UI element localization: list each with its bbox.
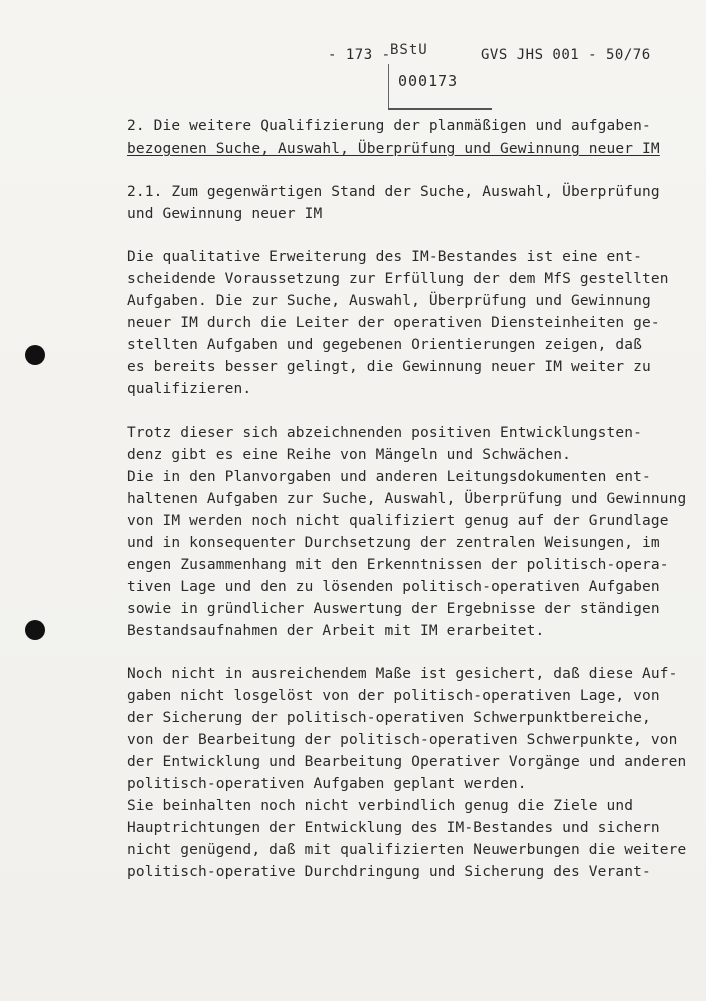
paragraph-line: Sie beinhalten noch nicht verbindlich genug die Ziele und — [127, 798, 634, 814]
archive-stamp — [388, 42, 492, 110]
paragraph-line: es bereits besser gelingt, die Gewinnung neuer IM weiter zu — [127, 359, 651, 375]
paragraph-line: engen Zusammenhang mit den Erkenntnissen der politisch-opera- — [127, 557, 669, 573]
stamp-label: BStU — [390, 42, 428, 58]
paragraph-line: von der Bearbeitung der politisch-operativen Schwerpunkte, von — [127, 732, 678, 748]
paragraph-line: von IM werden noch nicht qualifiziert genug auf der Grundlage — [127, 513, 669, 529]
section-heading-line: bezogenen Suche, Auswahl, Überprüfung und Gewinnung neuer IM — [127, 141, 660, 157]
paragraph-line: Hauptrichtungen der Entwicklung des IM-Bestandes und sichern — [127, 820, 660, 836]
paragraph-line: Trotz dieser sich abzeichnenden positiven Entwicklungsten- — [127, 425, 643, 441]
paragraph-line: qualifizieren. — [127, 381, 252, 397]
stamp-border-left — [388, 64, 389, 108]
paragraph-line: haltenen Aufgaben zur Suche, Auswahl, Überprüfung und Gewinnung — [127, 491, 687, 507]
paragraph-line: nicht genügend, daß mit qualifizierten Neuwerbungen die weitere — [127, 842, 687, 858]
paragraph-line: scheidende Voraussetzung zur Erfüllung der dem MfS gestellten — [127, 271, 669, 287]
page-number: - 173 - — [328, 47, 391, 63]
subsection-heading-line: 2.1. Zum gegenwärtigen Stand der Suche, Auswahl, Überprüfung — [127, 184, 660, 200]
paragraph-line: neuer IM durch die Leiter der operativen Diensteinheiten ge- — [127, 315, 660, 331]
paragraph-line: politisch-operative Durchdringung und Sicherung des Verant- — [127, 864, 651, 880]
stamp-number: 000173 — [398, 72, 459, 90]
paragraph-line: gaben nicht losgelöst von der politisch-operativen Lage, von — [127, 688, 660, 704]
document-reference: GVS JHS 001 - 50/76 — [481, 47, 651, 63]
section-heading-line: 2. Die weitere Qualifizierung der planmäßigen und aufgaben- — [127, 118, 651, 134]
paragraph-line: politisch-operativen Aufgaben geplant werden. — [127, 776, 527, 792]
paragraph-line: denz gibt es eine Reihe von Mängeln und Schwächen. — [127, 447, 571, 463]
paragraph-line: stellten Aufgaben und gegebenen Orientierungen zeigen, daß — [127, 337, 643, 353]
punch-hole — [25, 620, 45, 640]
paragraph-line: tiven Lage und den zu lösenden politisch-operativen Aufgaben — [127, 579, 660, 595]
punch-hole — [25, 345, 45, 365]
subsection-heading-line: und Gewinnung neuer IM — [127, 206, 323, 222]
paragraph-line: Die in den Planvorgaben und anderen Leitungsdokumenten ent- — [127, 469, 651, 485]
paragraph-line: der Entwicklung und Bearbeitung Operativer Vorgänge und anderen — [127, 754, 687, 770]
paragraph-line: sowie in gründlicher Auswertung der Ergebnisse der ständigen — [127, 601, 660, 617]
paragraph-line: und in konsequenter Durchsetzung der zentralen Weisungen, im — [127, 535, 660, 551]
paragraph-line: Noch nicht in ausreichendem Maße ist gesichert, daß diese Auf- — [127, 666, 678, 682]
stamp-border-bottom — [388, 108, 492, 110]
paragraph-line: der Sicherung der politisch-operativen Schwerpunktbereiche, — [127, 710, 651, 726]
paragraph-line: Bestandsaufnahmen der Arbeit mit IM erarbeitet. — [127, 623, 545, 639]
paragraph-line: Aufgaben. Die zur Suche, Auswahl, Überprüfung und Gewinnung — [127, 293, 651, 309]
paragraph-line: Die qualitative Erweiterung des IM-Bestandes ist eine ent- — [127, 249, 643, 265]
